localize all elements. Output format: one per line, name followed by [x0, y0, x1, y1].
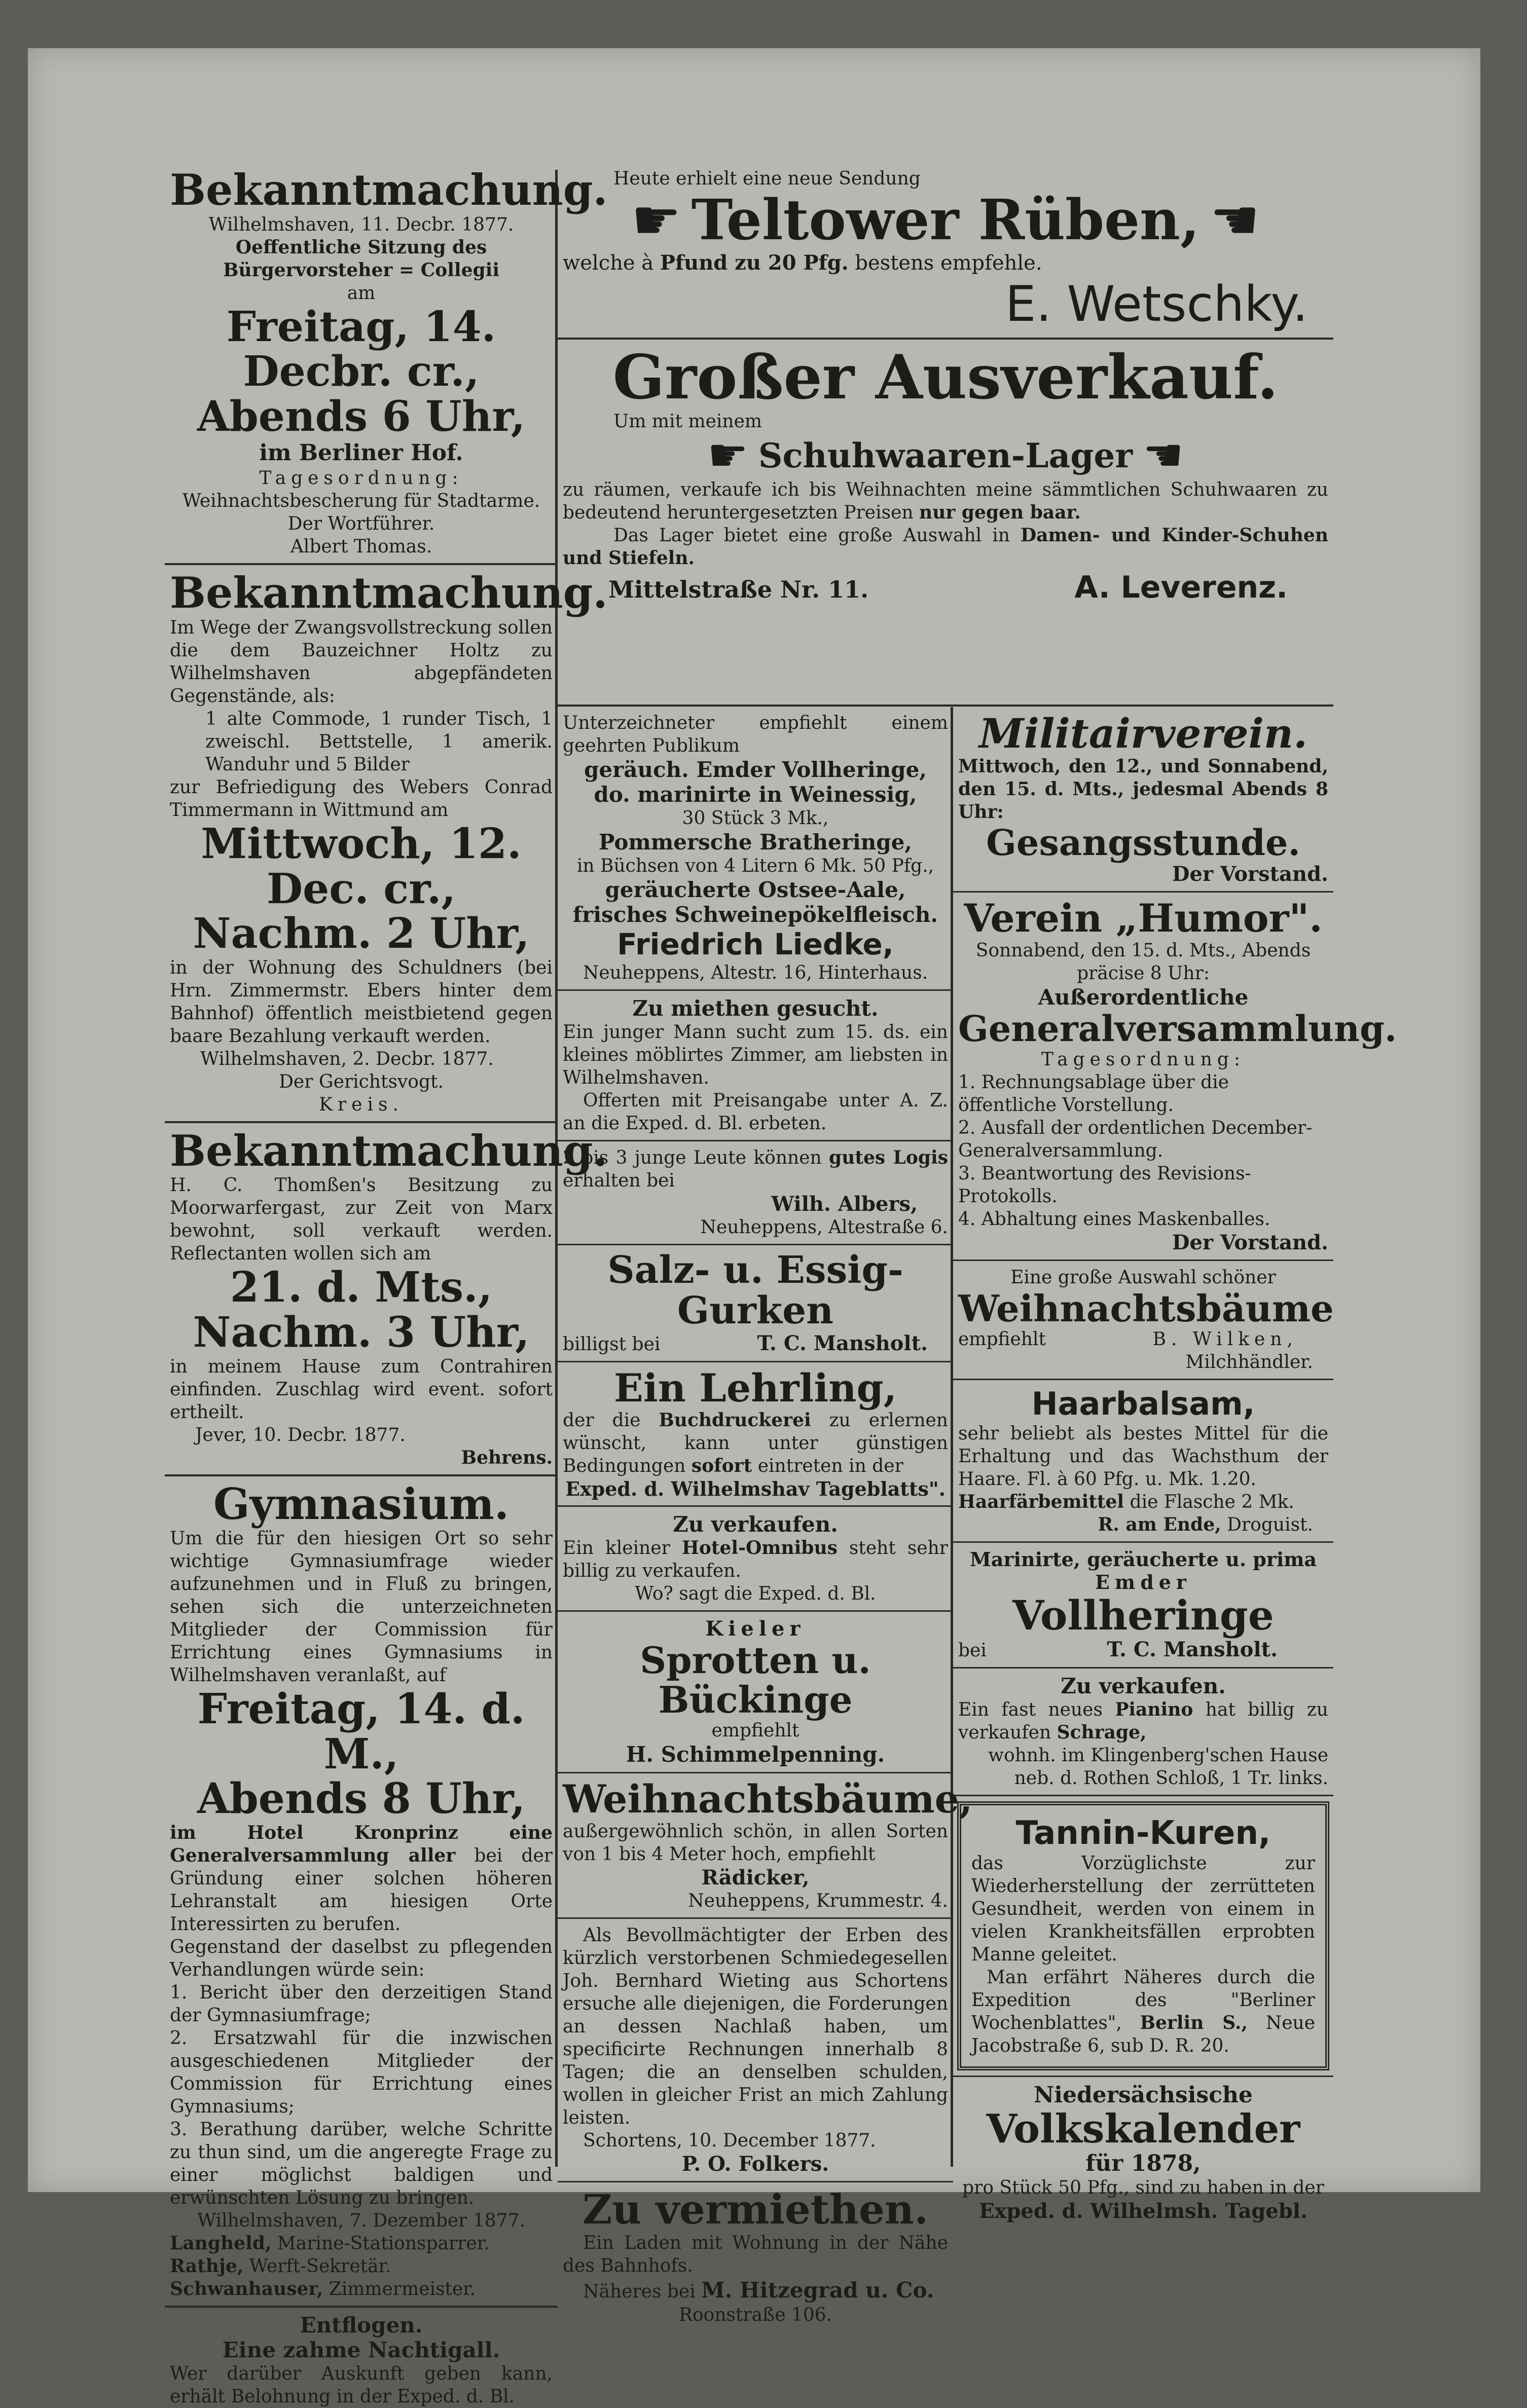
ad-title: Militairverein. — [979, 710, 1307, 757]
ad-sprats — [558, 1617, 953, 1767]
ad-text: eintreten in der — [752, 1455, 903, 1476]
top-wide-ads — [558, 167, 1333, 605]
ad-emphasis: Berlin S., — [1140, 2012, 1248, 2033]
divider — [953, 1795, 1333, 1796]
signature: Albert Thomas. — [290, 536, 432, 558]
ad-body: Ein Laden mit Wohnung in der Nähe des Bahnhofs. — [563, 2232, 948, 2276]
ad-body: Wer darüber Auskunft geben kann, erhält Belohnung in der Exped. d. Bl. — [170, 2363, 553, 2407]
ad-intro: Unterzeichneter empfiehlt einem geehrten Publikum — [563, 713, 948, 756]
signature-role: Marine-Stationsparrer. — [271, 2233, 490, 2254]
ad-date: Freitag, 14. Decbr. cr., — [226, 302, 496, 396]
divider — [558, 705, 953, 707]
ad-title: Ein Lehrling, — [613, 1365, 897, 1411]
place-date: Wilhelmshaven, 2. Decbr. 1877. — [200, 1048, 494, 1069]
ad-title: Volkskalender — [986, 2105, 1300, 2152]
ad-text: 2 bis 3 junge Leute können — [563, 1147, 829, 1168]
signature-role: Droguist. — [1221, 1514, 1313, 1536]
pointing-hand-right-icon: ☛ — [707, 429, 748, 483]
ad-text: Näheres bei — [583, 2281, 702, 2302]
ad-room-wanted — [558, 996, 953, 1135]
ad-piano — [953, 1674, 1333, 1790]
ad-title: Großer Ausverkauf. — [612, 341, 1279, 413]
signature — [958, 1513, 1328, 1536]
ad-calendar — [953, 2082, 1333, 2223]
ad-military-club — [953, 712, 1333, 886]
signature: H. Schimmelpenning. — [626, 1742, 885, 1767]
column-3 — [558, 705, 973, 2326]
divider — [558, 1505, 953, 1507]
ad-subtitle: Eine zahme Nachtigall. — [222, 2337, 500, 2362]
divider — [953, 1259, 1333, 1261]
signature: Der Vorstand. — [1172, 1230, 1328, 1254]
newspaper-page — [28, 48, 1480, 2407]
ad-herring — [953, 1548, 1333, 1661]
ad-overline: Emder — [1095, 1571, 1191, 1594]
signature: Der Vorstand. — [1172, 862, 1328, 886]
ad-date: 21. d. Mts., — [230, 1263, 493, 1312]
announcement-property — [165, 1125, 608, 1469]
ad-title: Zu vermiethen. — [583, 2185, 928, 2234]
ad-emphasis: M. Hitzegrad u. Co. — [701, 2277, 934, 2303]
ad-christmas-trees — [558, 1776, 973, 1912]
ad-body: Gegenstand der daselbst zu pflegenden Verhandlungen würde sein: — [170, 1936, 553, 1980]
ad-body: Um die für den hiesigen Ort so sehr wichtige Gymnasiumfrage wieder aufzunehmen und in Fluß zu bringen, sehen sich die unterzeichneten Mitglieder der Commission für Errichtung eines Gymnasiums in Wilhelmshaven veranlaßt, auf — [170, 1528, 553, 1686]
ad-body: Wo? sagt die Exped. d. Bl. — [635, 1583, 876, 1604]
ad-title: Weihnachtsbäume, — [563, 1776, 973, 1822]
agenda-item: 1. Bericht über den derzeitigen Stand der Gymnasiumfrage; — [170, 1982, 553, 2026]
ad-body — [563, 1537, 948, 1582]
ad-event: Generalversammlung. — [958, 1008, 1397, 1050]
ad-text: Ein fast neues — [958, 1699, 1115, 1720]
ad-title: Zu verkaufen. — [673, 1511, 838, 1537]
ad-text: steht sehr billig zu verkaufen. — [563, 1537, 948, 1581]
signature: Rädicker, — [701, 1866, 810, 1890]
divider — [558, 1610, 953, 1612]
ad-product: geräucherte Ostsee-Aale, frisches Schweinepökelfleisch. — [572, 877, 938, 927]
signature: Der Gerichtsvogt. — [279, 1071, 444, 1092]
ad-overline: Kieler — [705, 1616, 806, 1641]
ad-teltower — [558, 167, 1333, 332]
divider — [558, 1140, 953, 1141]
ad-time: Nachm. 2 Uhr, — [193, 909, 530, 958]
agenda-label: Tagesordnung: — [1041, 1049, 1246, 1070]
ad-address: Neuheppens, Altestr. 16, Hinterhaus. — [583, 962, 928, 983]
ad-headline — [563, 187, 1328, 253]
ad-headline — [563, 429, 1328, 483]
signature: E. Wetschky. — [1005, 275, 1308, 332]
signature-name: Langheld, — [170, 2232, 272, 2254]
place-date: Wilhelmshaven, 7. Dezember 1877. — [197, 2210, 525, 2231]
ad-emphasis: nur gegen baar. — [919, 502, 1081, 524]
announcement-council — [165, 165, 608, 558]
ad-body — [563, 478, 1328, 524]
ad-estate-notice — [558, 1924, 953, 2176]
divider — [558, 338, 1333, 340]
ad-date: Mittwoch, 12. Dec. cr., — [201, 820, 522, 913]
ad-line: am — [347, 282, 376, 304]
ad-body — [958, 1491, 1328, 1513]
agenda-item: 1. Rechnungsablage über die öffentliche Vorstellung. — [958, 1071, 1229, 1116]
signature — [170, 2278, 553, 2301]
ad-text: bestens empfehle. — [848, 251, 1042, 275]
column-1 — [165, 165, 608, 2408]
ad-title: Bekanntmachung. — [170, 165, 608, 215]
ad-sale — [558, 341, 1333, 606]
agenda-item: Weihnachtsbescherung für Stadtarme. — [182, 491, 540, 512]
ad-body: Als Bevollmächtigter der Erben des kürzlich verstorbenen Schmiedegesellen Joh. Bernhard Wieting aus Schortens ersuche alle diejenigen, die Forderungen an dessen Nachlaß haben, um specificirte Rechnungen innerhalb 8 Tagen; die an denselben schulden, wollen in gleicher Frist an mich Zahlung leisten. — [563, 1925, 948, 2129]
divider — [558, 989, 953, 991]
signature-role: Milchhändler. — [1185, 1352, 1313, 1373]
ad-body: in der Wohnung des Schuldners (bei Hrn. Zimmermstr. Ebers hinter dem Bahnhof) öffentlich meistbietend gegen baare Bezahlung verkauft werden. — [170, 957, 553, 1047]
ad-subtitle: für 1878, — [1085, 2151, 1201, 2177]
ad-place: im Berliner Hof. — [259, 440, 463, 466]
pointing-hand-right-icon: ☛ — [631, 188, 681, 253]
ad-emphasis: Pfund zu 20 Pfg. — [660, 250, 849, 275]
signature-name: Rathje, — [170, 2255, 244, 2277]
ad-address: wohnh. im Klingenberg'schen Hause neb. d. Rothen Schloß, 1 Tr. links. — [988, 1745, 1328, 1789]
ad-text: die Flasche 2 Mk. — [1124, 1492, 1294, 1513]
divider — [165, 563, 558, 565]
ad-title: Zu verkaufen. — [1061, 1673, 1226, 1698]
ad-footer — [958, 1328, 1328, 1351]
ad-time: Abends 8 Uhr, — [197, 1774, 526, 1824]
announcement-lost-bird — [165, 2313, 558, 2408]
ad-intro: Heute erhielt eine neue Sendung — [613, 168, 921, 189]
ad-text: zu erlernen wünscht, kann unter günstigen Bedingungen — [563, 1410, 948, 1476]
divider — [558, 2181, 953, 2182]
agenda-item: 4. Abhaltung eines Maskenballes. — [958, 1208, 1270, 1230]
ad-tannin-framed — [957, 1801, 1329, 2070]
ad-overline: Niedersächsische — [1034, 2082, 1253, 2108]
ad-text: billigst bei — [563, 1333, 661, 1355]
ad-emphasis: gutes Logis — [829, 1147, 949, 1168]
signature: B. Wilken, — [1152, 1329, 1298, 1350]
agenda-list — [958, 1071, 1328, 1231]
ad-text: hat billig zu verkaufen — [958, 1699, 1328, 1743]
ad-address: Mittelstraße Nr. 11. — [608, 576, 869, 604]
ad-title: Tannin-Kuren, — [1015, 1814, 1271, 1852]
ad-time: Nachm. 3 Uhr, — [193, 1308, 530, 1357]
ad-intro: Eine große Auswahl schöner — [1010, 1267, 1276, 1288]
ad-body: H. C. Thomßen's Besitzung zu Moorwarfergast, zur Zeit von Marx bewohnt, soll verkauft werden. Reflectanten wollen sich am — [170, 1175, 553, 1265]
signature: Wilh. Albers, — [771, 1192, 918, 1216]
agenda-item: 2. Ersatzwahl für die inzwischen ausgeschiedenen Mitglieder der Commission für Errichtung eines Gymnasiums; — [170, 2027, 553, 2117]
agenda-item: 2. Ausfall der ordentlichen December-Generalversammlung. — [958, 1117, 1313, 1161]
ad-body — [563, 1146, 948, 1192]
signature-role: Werft-Sekretär. — [243, 2255, 391, 2277]
ad-text: der die — [563, 1410, 659, 1431]
ad-body: außergewöhnlich schön, in allen Sorten von 1 bis 4 Meter hoch, empfiehlt — [563, 1821, 948, 1865]
ad-body: Im Wege der Zwangsvollstreckung sollen die dem Bauzeichner Holtz zu Wilhelmshaven abgepfändeten Gegenstände, als: — [170, 617, 553, 707]
signature-role: Zimmermeister. — [323, 2278, 476, 2300]
ad-title: Salz- u. Essig-Gurken — [607, 1248, 903, 1332]
ad-text: bei der Gründung einer solchen höheren Lehranstalt am hiesigen Orte Interessirten zu berufen. — [170, 1845, 553, 1935]
ad-body — [170, 1822, 553, 1936]
divider — [953, 1379, 1333, 1380]
agenda-item: 3. Beantwortung des Revisions-Protokolls. — [958, 1163, 1251, 1207]
ad-text: erhalten bei — [563, 1170, 675, 1191]
ad-liedke — [558, 712, 953, 984]
ad-title: Vollheringe — [1012, 1591, 1274, 1640]
ad-intro: Um mit meinem — [613, 411, 762, 432]
ad-footer — [563, 570, 1328, 605]
signature: Kreis. — [319, 1094, 404, 1115]
signature — [170, 2232, 553, 2255]
ad-emphasis: im Hotel Kronprinz eine Generalversammlung aller — [170, 1822, 553, 1866]
ad-title: Verein „Humor". — [964, 895, 1323, 941]
ad-lodging — [558, 1146, 953, 1239]
ad-emphasis: Schrage, — [1057, 1721, 1147, 1743]
ad-body: das Vorzüglichste zur Wiederherstellung der zerrütteten Gesundheit, werden von einem in vielen Krankheitsfällen erprobten Manne geleitet. — [971, 1853, 1315, 1965]
signature: A. Leverenz. — [1074, 570, 1288, 606]
ad-emphasis: Buchdruckerei — [659, 1409, 811, 1431]
ad-address: Neuheppens, Krummestr. 4. — [688, 1891, 948, 1912]
ad-body — [958, 1698, 1328, 1744]
place-date: Jever, 10. Decbr. 1877. — [195, 1424, 406, 1446]
ad-line: Bürgervorsteher = Collegii — [223, 259, 500, 281]
ad-event: Gesangsstunde. — [986, 822, 1300, 864]
divider — [165, 1121, 558, 1123]
ad-body — [971, 1966, 1315, 2057]
ad-address: Neuheppens, Altestraße 6. — [700, 1217, 948, 1238]
ad-footer — [958, 1638, 1328, 1662]
signature: Exped. d. Wilhelmshav Tageblatts". — [565, 1477, 946, 1500]
ad-product: geräuch. Emder Vollheringe, do. marinirte in Weinessig, — [584, 757, 927, 807]
ad-subtitle: Außerordentliche — [1038, 985, 1249, 1010]
ad-body: in meinem Hause zum Contrahiren einfinden. Zuschlag wird event. sofort ertheilt. — [170, 1356, 553, 1423]
agenda-label: Tagesordnung: — [259, 468, 463, 489]
ad-text: empfiehlt — [711, 1720, 799, 1742]
ad-line: Wilhelmshaven, 11. Decbr. 1877. — [208, 214, 514, 235]
column-4 — [953, 705, 1397, 2224]
ad-emphasis: Damen- und Kinder-Schuhen und Stiefeln. — [563, 525, 1329, 569]
ad-body — [563, 250, 1328, 276]
ad-club-humor — [953, 895, 1397, 1254]
divider — [558, 1244, 953, 1245]
ad-body: Offerten mit Preisangabe unter A. Z. an die Exped. d. Bl. erbeten. — [563, 1090, 948, 1134]
signature — [170, 2255, 553, 2278]
signature: Der Wortführer. — [287, 513, 435, 535]
ad-body — [563, 524, 1328, 570]
divider — [953, 1667, 1333, 1669]
ad-body — [563, 2277, 948, 2304]
signature: P. O. Folkers. — [681, 2152, 829, 2176]
ad-address: Roonstraße 106. — [678, 2305, 832, 2326]
signature-name: R. am Ende, — [1098, 1514, 1221, 1536]
ad-footer — [563, 1331, 948, 1356]
ad-gherkins — [558, 1250, 953, 1356]
signature: Friedrich Liedke, — [617, 927, 894, 961]
signature: T. C. Mansholt. — [1107, 1637, 1278, 1661]
ad-product: Pommersche Bratheringe, — [598, 830, 913, 855]
divider — [165, 1474, 558, 1476]
ad-body: zur Befriedigung des Webers Conrad Timmermann in Wittmund am — [170, 777, 553, 821]
ad-title: Gymnasium. — [213, 1478, 510, 1529]
ad-time: Abends 6 Uhr, — [197, 392, 526, 441]
ad-text: welche à — [563, 251, 660, 275]
ad-intro: Marinirte, geräucherte u. prima — [969, 1548, 1317, 1571]
ad-text: bei — [958, 1640, 987, 1661]
ad-emphasis: Hotel-Omnibus — [681, 1537, 838, 1559]
agenda-item: 3. Berathung darüber, welche Schritte zu thun sind, um die angeregte Frage zu einer möglichst baldigen und erwünschten Lösung zu bringen. — [170, 2119, 553, 2208]
ad-to-let — [558, 2185, 953, 2326]
ad-hair-balm — [953, 1385, 1333, 1536]
signature: T. C. Mansholt. — [757, 1331, 928, 1355]
pointing-hand-left-icon: ☚ — [1143, 429, 1184, 483]
ad-body: Mittwoch, den 12., und Sonnabend, den 15. d. Mts., jedesmal Abends 8 Uhr: — [958, 756, 1328, 823]
signature: Exped. d. Wilhelmsh. Tagebl. — [979, 2199, 1307, 2224]
ad-text: Das Lager bietet eine große Auswahl in — [613, 525, 1021, 546]
ad-body — [563, 1409, 948, 1477]
ad-subtitle: Schuhwaaren-Lager — [758, 435, 1133, 475]
ad-emphasis: sofort — [691, 1455, 752, 1476]
ad-title: Bekanntmachung. — [170, 1125, 608, 1176]
ad-text: empfiehlt — [958, 1329, 1046, 1350]
ad-line: Oeffentliche Sitzung des — [235, 236, 487, 258]
divider — [558, 1361, 953, 1362]
divider — [953, 1541, 1333, 1543]
ad-trees-wilken — [953, 1266, 1333, 1374]
ad-text: Neue Jacobstraße 6, sub D. R. 20. — [971, 2012, 1316, 2056]
ad-body: Ein junger Mann sucht zum 15. ds. ein kleines möblirtes Zimmer, am liebsten in Wilhelmshaven. — [563, 1022, 948, 1088]
ad-date: Freitag, 14. d. M., — [197, 1685, 525, 1779]
ad-title: Sprotten u. Bückinge — [640, 1638, 871, 1721]
ad-title: Teltower Rüben, — [691, 187, 1200, 252]
place-date: Schortens, 10. December 1877. — [583, 2130, 876, 2152]
ad-title: Bekanntmachung. — [170, 568, 608, 618]
ad-title: Weihnachtsbäume — [958, 1286, 1334, 1330]
ad-title: Zu miethen gesucht. — [632, 996, 879, 1021]
pointing-hand-left-icon: ☚ — [1210, 188, 1260, 253]
ad-apprentice — [558, 1367, 953, 1500]
divider — [558, 1917, 953, 1919]
divider — [953, 891, 1333, 893]
ad-emphasis: Pianino — [1115, 1698, 1193, 1720]
divider — [165, 2306, 558, 2308]
ad-text: Man erfährt Näheres durch die Expedition des "Berliner Wochenblattes", — [971, 1967, 1315, 2033]
ad-text: Ein kleiner — [563, 1537, 682, 1559]
ad-body: Sonnabend, den 15. d. Mts., Abends präcise 8 Uhr: — [975, 940, 1311, 984]
announcement-gymnasium — [165, 1478, 558, 2301]
divider — [558, 1772, 953, 1773]
divider — [953, 705, 1333, 707]
signature: Behrens. — [461, 1447, 553, 1468]
ad-body: pro Stück 50 Pfg., sind zu haben in der — [962, 2177, 1324, 2199]
ad-emphasis: Haarfärbemittel — [958, 1491, 1124, 1513]
announcement-auction — [165, 568, 608, 1116]
ad-items: 1 alte Commode, 1 runder Tisch, 1 zweischl. Bettstelle, 1 amerik. Wanduhr und 5 Bilder — [205, 709, 553, 775]
ad-title: Haarbalsam, — [1031, 1385, 1255, 1423]
ad-body: sehr beliebt als bestes Mittel für die Erhaltung und das Wachsthum der Haare. Fl. à 60 Pfg. u. Mk. 1.20. — [958, 1423, 1328, 1490]
signature-name: Schwanhauser, — [170, 2278, 323, 2300]
divider — [953, 2076, 1333, 2077]
ad-title: Entflogen. — [300, 2312, 423, 2338]
ad-omnibus — [558, 1512, 953, 1605]
ad-text: zu räumen, verkaufe ich bis Weihnachten meine sämmtlichen Schuhwaaren zu bedeutend heruntergesetzten Preisen — [563, 479, 1328, 524]
ad-price: in Büchsen von 4 Litern 6 Mk. 50 Pfg., — [576, 856, 934, 876]
ad-price: 30 Stück 3 Mk., — [682, 808, 829, 829]
